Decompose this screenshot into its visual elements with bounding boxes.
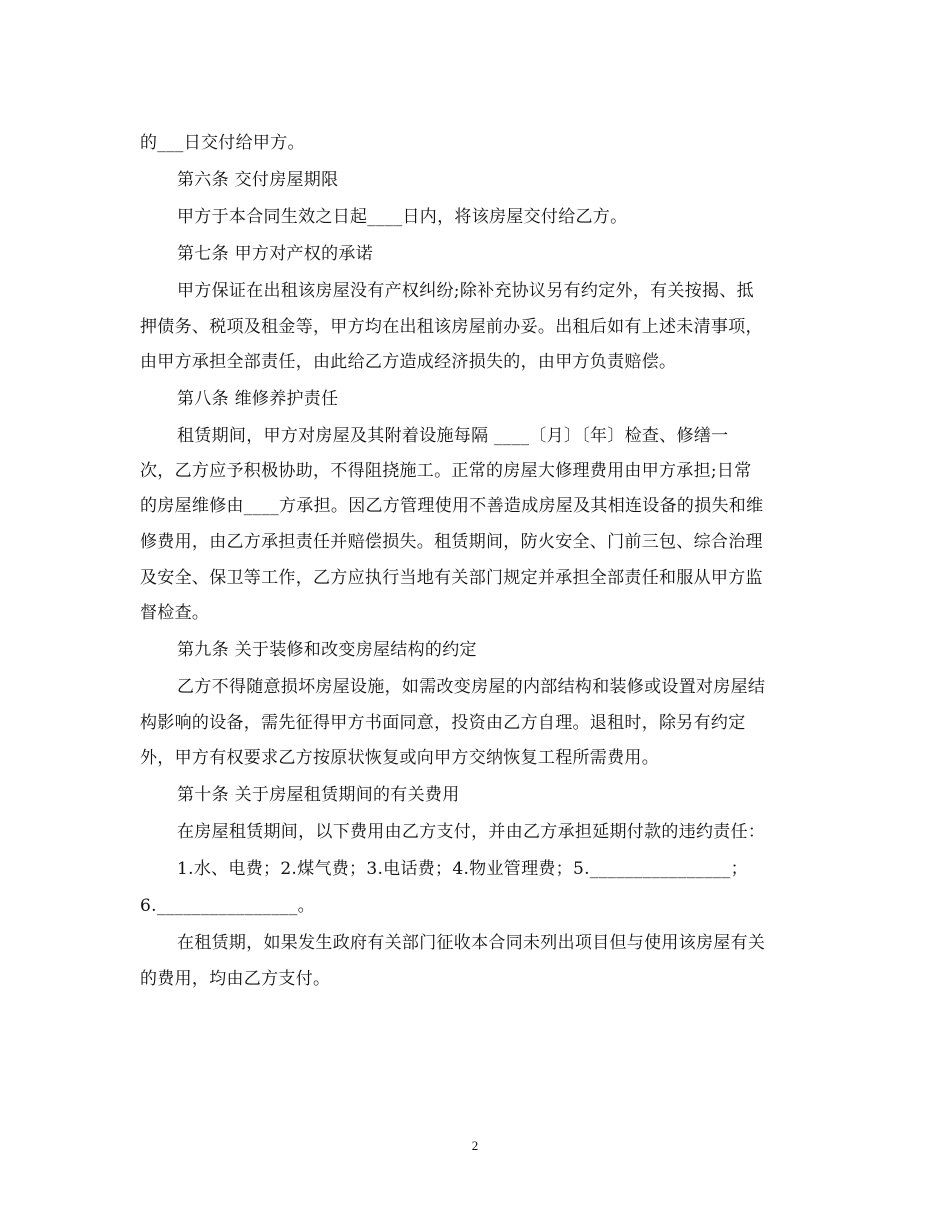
paragraph-line: 构影响的设备，需先征得甲方书面同意，投资由乙方自理。退租时，除另有约定 [140, 713, 746, 733]
paragraph-line: 在租赁期，如果发生政府有关部门征收本合同未列出项目但与使用该房屋有关 [177, 933, 766, 953]
paragraph-line: 租赁期间，甲方对房屋及其附着设施每隔 ____〔月〕〔年〕检查、修缮一 [177, 426, 729, 446]
clause-heading: 第九条 关于装修和改变房屋结构的约定 [177, 640, 477, 660]
paragraph-line: 押债务、税项及租金等，甲方均在出租该房屋前办妥。出租后如有上述未清事项， [140, 317, 763, 337]
paragraph-line: 的房屋维修由____方承担。因乙方管理使用不善造成房屋及其相连设备的损失和维 [140, 496, 764, 516]
paragraph-line: 在房屋租赁期间，以下费用由乙方支付，并由乙方承担延期付款的违约责任： [177, 822, 766, 842]
clause-heading: 第六条 交付房屋期限 [177, 170, 339, 190]
page-number: 2 [471, 1138, 479, 1153]
fee-list-line: 1.水、电费；2.煤气费；3.电话费；4.物业管理费；5.________________； [177, 859, 748, 879]
paragraph-line: 的费用，均由乙方支付。 [140, 969, 331, 989]
paragraph-line: 次，乙方应予积极协助，不得阻挠施工。正常的房屋大修理费用由甲方承担;日常 [140, 461, 752, 481]
paragraph-line: 甲方于本合同生效之日起____日内，将该房屋交付给乙方。 [177, 207, 628, 227]
clause-heading: 第八条 维修养护责任 [177, 389, 339, 409]
paragraph-line: 乙方不得随意损坏房屋设施，如需改变房屋的内部结构和装修或设置对房屋结 [177, 677, 766, 697]
paragraph-line: 由甲方承担全部责任，由此给乙方造成经济损失的，由甲方负责赔偿。 [140, 352, 677, 372]
clause-heading: 第十条 关于房屋租赁期间的有关费用 [177, 785, 460, 805]
fee-list-line: 6.________________。 [140, 896, 315, 916]
paragraph-line: 修费用，由乙方承担责任并赔偿损失。租赁期间，防火安全、门前三包、综合治理 [140, 532, 763, 552]
clause-heading: 第七条 甲方对产权的承诺 [177, 244, 374, 264]
paragraph-line: 及安全、保卫等工作，乙方应执行当地有关部门规定并承担全部责任和服从甲方监 [140, 568, 763, 588]
paragraph-line: 甲方保证在出租该房屋没有产权纠纷;除补充协议另有约定外，有关按揭、抵 [177, 281, 754, 301]
paragraph-line: 的___日交付给甲方。 [140, 133, 305, 153]
paragraph-line: 外，甲方有权要求乙方按原状恢复或向甲方交纳恢复工程所需费用。 [140, 748, 659, 768]
paragraph-line: 督检查。 [140, 603, 210, 623]
